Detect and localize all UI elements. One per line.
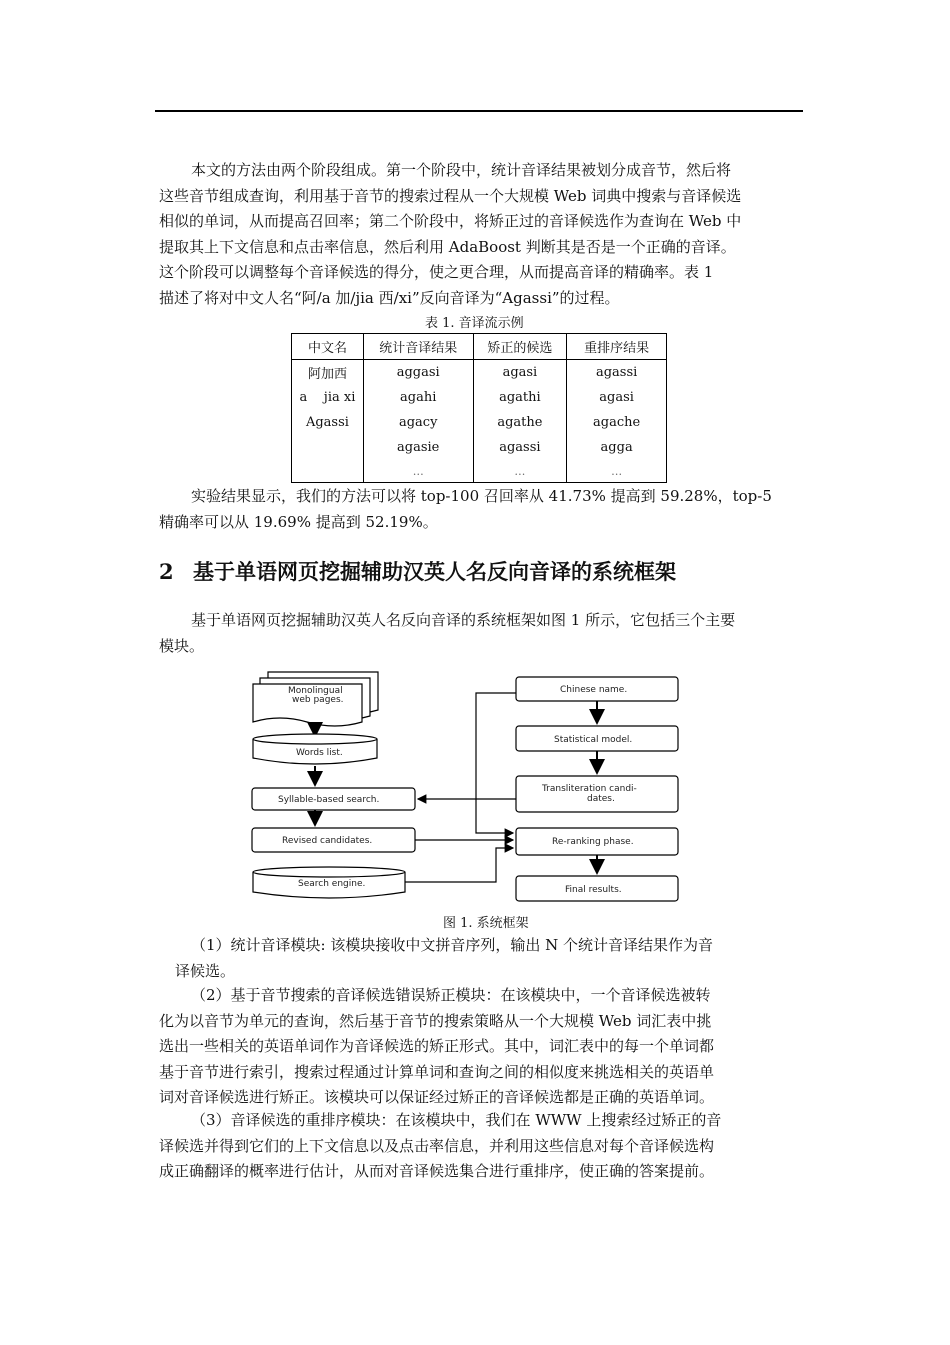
reranking-label: Re-ranking phase.: [552, 837, 634, 847]
monolingual-web-pages-node: [253, 672, 378, 726]
transliteration-candidates-node: [516, 776, 678, 812]
module-3-paragraph: [159, 1108, 802, 1185]
table-cell: agathi: [473, 385, 567, 410]
statistical-model-label: Statistical model.: [554, 735, 633, 745]
table-cell: agassi: [473, 435, 567, 460]
table-row: [292, 435, 667, 460]
syllable-search-label: Syllable-based search.: [278, 795, 380, 805]
module-2-line: （2）基于音节搜索的音译候选错误矫正模块：在该模块中，一个音译候选被转: [191, 986, 711, 1004]
transliteration-label-2: dates.: [587, 794, 615, 804]
table-header-cell: 中文名: [292, 334, 364, 360]
search-engine-node: [253, 867, 405, 898]
module-1-line: （1）统计音译模块: 该模块接收中文拼音序列，输出 N 个统计音译结果作为音: [191, 936, 714, 954]
module-3-line: 译候选并得到它们的上下文信息以及点击率信息，并利用这些信息对每个音译候选构: [159, 1136, 715, 1155]
table-cell: agasi: [473, 360, 567, 386]
section-intro-line: 基于单语网页挖掘辅助汉英人名反向音译的系统框架如图 1 所示，它包括三个主要: [191, 611, 736, 629]
table-cell: agasie: [363, 435, 473, 460]
table-cell: agacy: [363, 410, 473, 435]
transliteration-label-1: Transliteration candi-: [542, 784, 637, 794]
module-3-line: 成正确翻译的概率进行估计，从而对音译候选集合进行重排序，使正确的答案提前。: [159, 1162, 715, 1180]
table-cell: agathe: [473, 410, 567, 435]
table-cell: agache: [567, 410, 667, 435]
module-2-line: 词对音译候选进行矫正。该模块可以保证经过矫正的音译候选都是正确的英语单词。: [159, 1088, 715, 1106]
section-intro-paragraph: [159, 608, 802, 659]
intro-line: 提取其上下文信息和点击率信息，然后利用 AdaBoost 判断其是否是一个正确的音译。: [159, 237, 736, 256]
words-list-node: [253, 734, 377, 764]
final-results-label: Final results.: [565, 885, 622, 895]
header-rule: [155, 110, 803, 112]
module-2-line: 选出一些相关的英语单词作为音译候选的矫正形式。其中，词汇表中的每一个单词都: [159, 1037, 715, 1055]
results-line: 精确率可以从 19.69% 提高到 52.19%。: [159, 512, 438, 531]
section-number: 2: [159, 559, 174, 584]
monolingual-label-2: web pages.: [292, 695, 344, 705]
arrow-name-to-rerank: [476, 693, 516, 833]
syllable-search-node: [252, 788, 415, 810]
table-cell: [292, 435, 364, 460]
table-cell: …: [473, 460, 567, 483]
arrow-engine-to-rerank: [405, 848, 513, 882]
table-cell: agahi: [363, 385, 473, 410]
figure-caption: 图 1. 系统框架: [443, 916, 529, 931]
table-header-cell: 重排序结果: [567, 334, 667, 360]
search-engine-label: Search engine.: [298, 879, 366, 889]
intro-line: 相似的单词，从而提高召回率；第二个阶段中，将矫正过的音译候选作为查询在 Web 中: [159, 212, 742, 230]
revised-candidates-node: [252, 828, 415, 852]
table-cell: agga: [567, 435, 667, 460]
chinese-name-node: [516, 677, 678, 701]
monolingual-label-1: Monolingual: [288, 686, 343, 696]
table-cell: …: [567, 460, 667, 483]
table-row: [292, 460, 667, 483]
results-line: 实验结果显示，我们的方法可以将 top-100 召回率从 41.73% 提高到 59.28%，top-5: [191, 487, 772, 505]
module-2-paragraph: [159, 983, 802, 1111]
table-row: [292, 410, 667, 435]
reranking-phase-node: [516, 828, 678, 855]
module-1-paragraph: [159, 933, 802, 984]
system-framework-diagram: [240, 668, 690, 906]
intro-line: 描述了将对中文人名“阿/a 加/jia 西/xi”反向音译为“Agassi”的过程。: [159, 288, 620, 307]
chinese-name-label: Chinese name.: [560, 685, 628, 695]
table-cell: Agassi: [292, 410, 364, 435]
table-cell: 阿加西: [292, 360, 364, 386]
statistical-model-node: [516, 726, 678, 751]
intro-line: 这些音节组成查询，利用基于音节的搜索过程从一个大规模 Web 词典中搜索与音译候选: [159, 186, 742, 205]
revised-candidates-label: Revised candidates.: [282, 836, 373, 846]
table-header-cell: 矫正的候选: [473, 334, 567, 360]
table-cell: a jia xi: [292, 385, 364, 410]
results-paragraph: [159, 484, 802, 535]
module-3-line: （3）音译候选的重排序模块：在该模块中，我们在 WWW 上搜索经过矫正的音: [191, 1111, 722, 1129]
words-list-label: Words list.: [296, 748, 343, 758]
intro-paragraph: [159, 158, 802, 311]
intro-line: 这个阶段可以调整每个音译候选的得分，使之更合理，从而提高音译的精确率。表 1: [159, 263, 714, 281]
table-caption: 表 1. 音译流示例: [425, 316, 524, 331]
section-heading: [159, 556, 676, 586]
section-title: 基于单语网页挖掘辅助汉英人名反向音译的系统框架: [193, 559, 676, 584]
table-header-row: [292, 334, 667, 360]
table-row: [292, 360, 667, 386]
module-2-line: 基于音节进行索引，搜索过程通过计算单词和查询之间的相似度来挑选相关的英语单: [159, 1062, 715, 1081]
module-2-line: 化为以音节为单元的查询，然后基于音节的搜索策略从一个大规模 Web 词汇表中挑: [159, 1011, 712, 1030]
final-results-node: [516, 876, 678, 901]
table-cell: agasi: [567, 385, 667, 410]
intro-line: 本文的方法由两个阶段组成。第一个阶段中，统计音译结果被划分成音节，然后将: [191, 161, 732, 179]
table-cell: agassi: [567, 360, 667, 386]
table-cell: [292, 460, 364, 483]
table-row: [292, 385, 667, 410]
table-header-cell: 统计音译结果: [363, 334, 473, 360]
table-cell: …: [363, 460, 473, 483]
transliteration-table: [291, 333, 667, 483]
section-intro-line: 模块。: [159, 636, 205, 655]
table-cell: aggasi: [363, 360, 473, 386]
module-1-line: 译候选。: [175, 961, 236, 980]
